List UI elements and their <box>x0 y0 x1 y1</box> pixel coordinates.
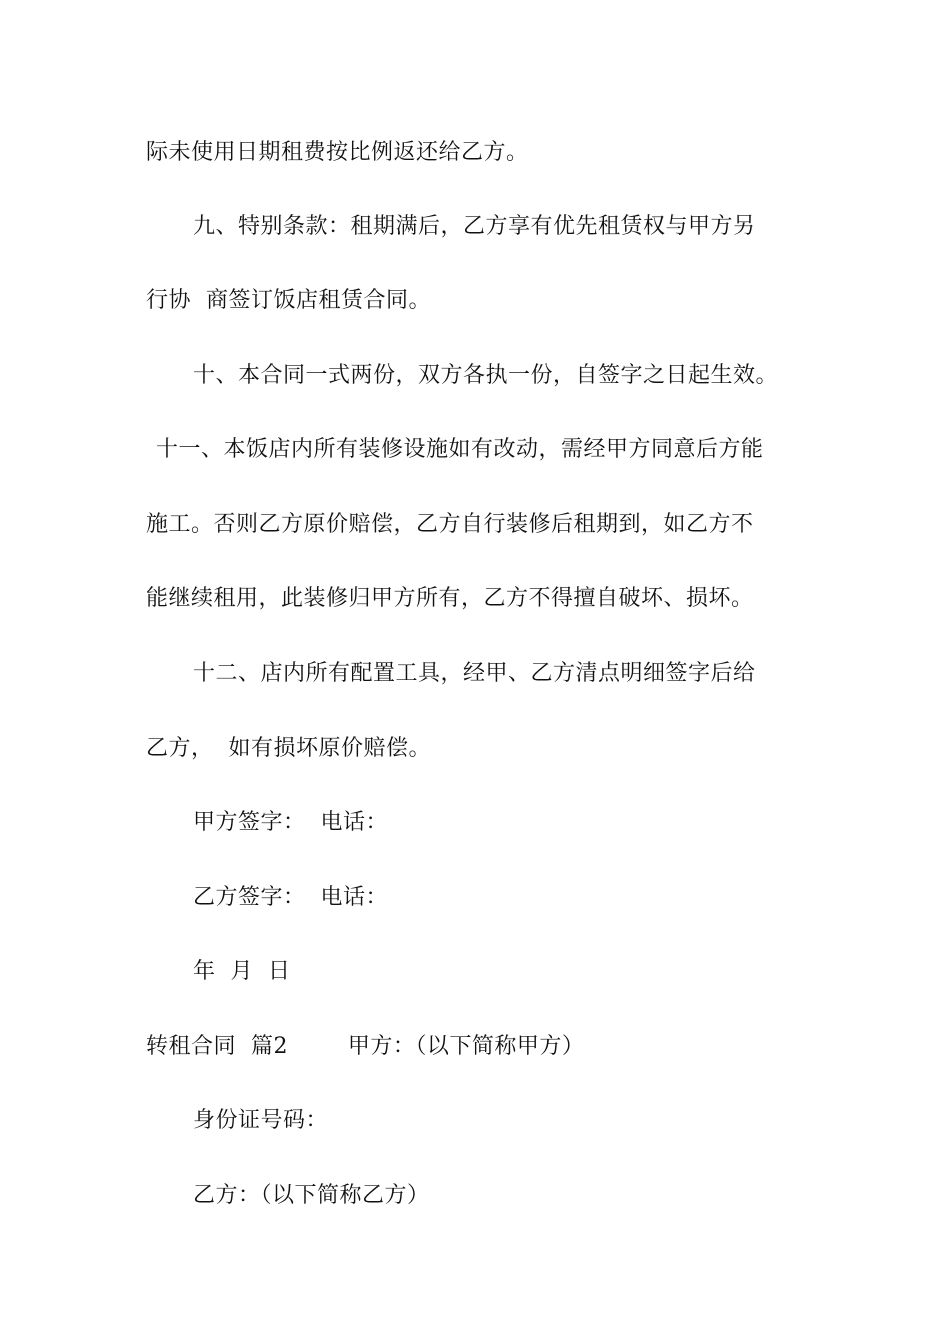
party-b-line: 乙方：（以下简称乙方） <box>193 1183 430 1208</box>
clause-ten: 十、本合同一式两份，双方各执一份，自签字之日起生效。 <box>193 363 779 388</box>
text-line-refund: 际未使用日期租费按比例返还给乙方。 <box>146 140 529 165</box>
clause-eleven-line-3: 能继续租用，此装修归甲方所有，乙方不得擅自破坏、损坏。 <box>146 586 754 611</box>
clause-twelve-line-2: 乙方， 如有损坏原价赔偿。 <box>146 736 431 761</box>
clause-eleven-line-1: 十一、本饭店内所有装修设施如有改动，需经甲方同意后方能 <box>156 437 764 462</box>
clause-nine-line-2: 行协 商签订饭店租赁合同。 <box>146 288 431 313</box>
party-a-signature: 甲方签字： 电话： <box>193 810 388 835</box>
date-line: 年 月 日 <box>193 959 291 984</box>
party-b-signature: 乙方签字： 电话： <box>193 885 388 910</box>
clause-eleven-line-2: 施工。否则乙方原价赔偿，乙方自行装修后租期到，如乙方不 <box>146 512 754 537</box>
id-number-line: 身份证号码： <box>193 1108 329 1133</box>
section-heading-sublease: 转租合同 篇2 甲方：（以下简称甲方） <box>146 1034 585 1059</box>
clause-twelve-line-1: 十二、店内所有配置工具，经甲、乙方清点明细签字后给 <box>193 661 756 686</box>
clause-nine-line-1: 九、特别条款：租期满后，乙方享有优先租赁权与甲方另 <box>193 214 756 239</box>
